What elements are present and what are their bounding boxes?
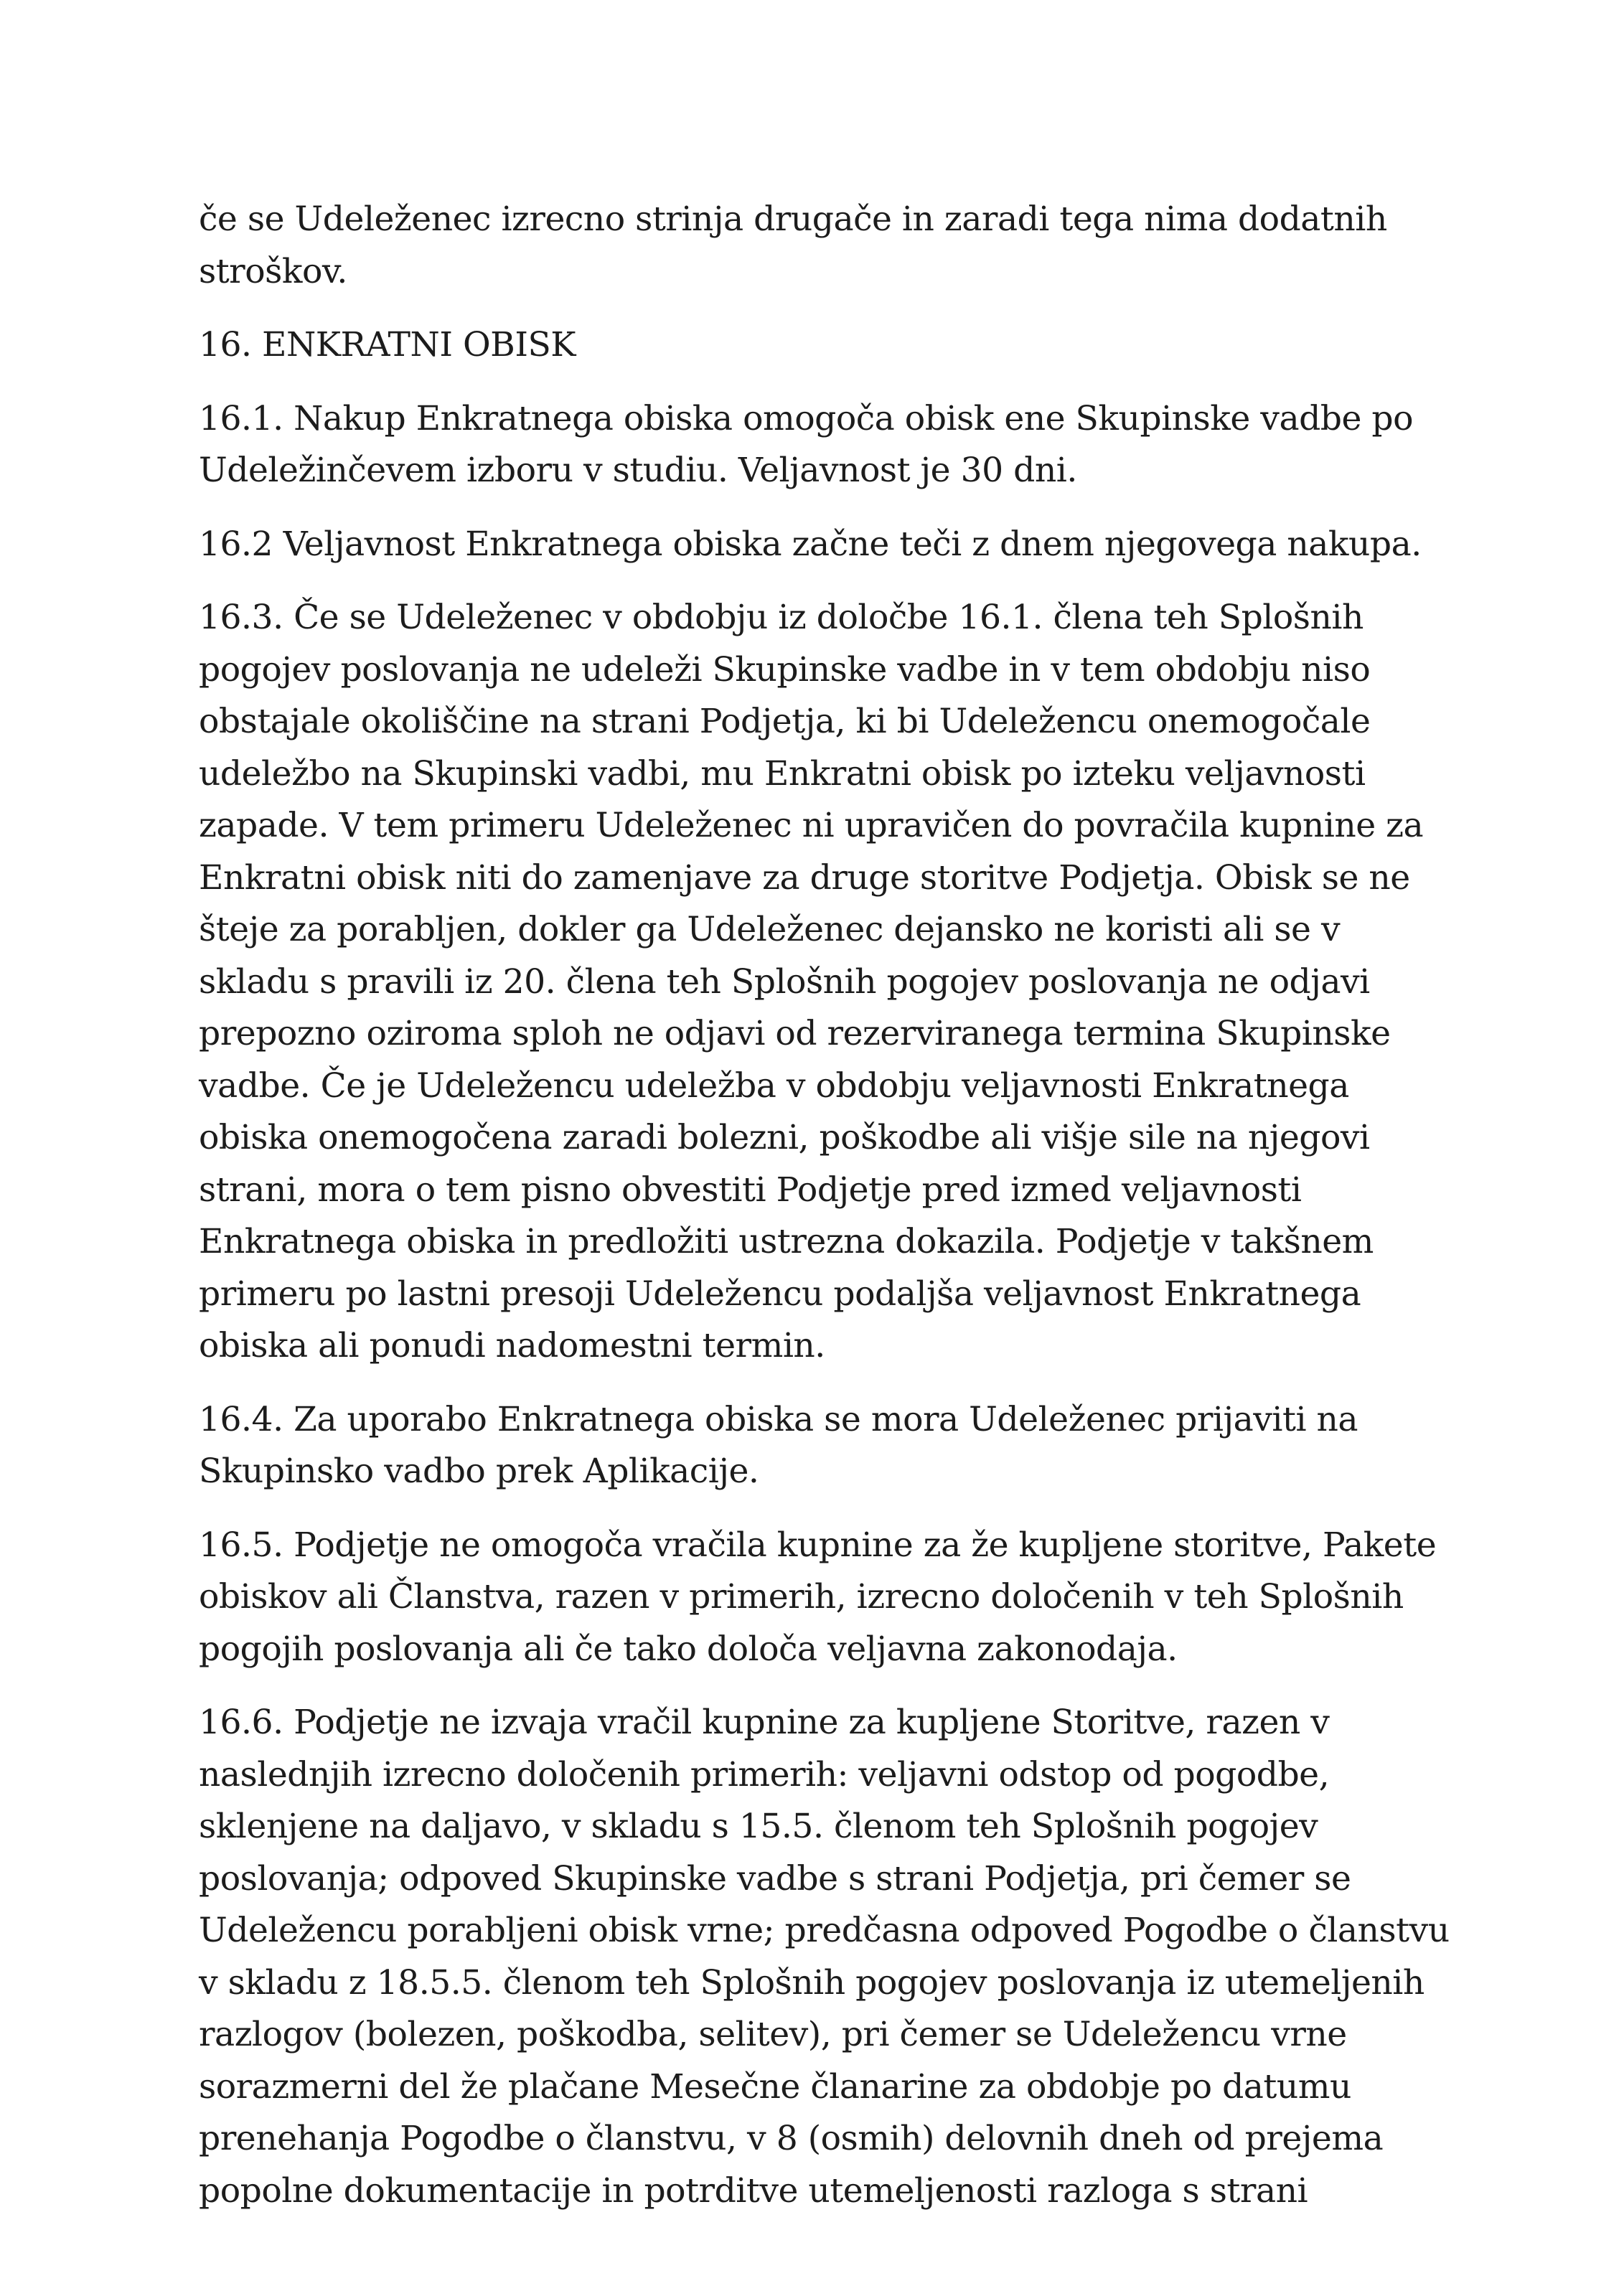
paragraph-16-6: 16.6. Podjetje ne izvaja vračil kupnine za kupljene Storitve, razen v naslednjih izrecno določenih primerih: veljavni odstop od pogodbe, sklenjene na daljavo, v skladu s 15.5. členom teh Splošnih pogojev poslovanja; odpoved Skupinske vadbe s strani Podjetja, pri čemer se Udeležencu porabljeni obisk vrne; predčasna odpoved Pogodbe o članstvu v skladu z 18.5.5. členom teh Splošnih pogojev poslovanja iz utemeljenih razlogov (bolezen, poškodba, selitev), pri čemer se Udeležencu vrne sorazmerni del že plačane Mesečne članarine za obdobje po datumu prenehanja Pogodbe o članstvu, v 8 (osmih) delovnih dneh od prejema popolne dokumentacije in potrditve utemeljenosti razloga s strani — [199, 1703, 1450, 2211]
section-heading: 16. ENKRATNI OBISK — [199, 325, 576, 364]
paragraph-16-5: 16.5. Podjetje ne omogoča vračila kupnine za že kupljene storitve, Pakete obiskov ali Članstva, razen v primerih, izrecno določenih v teh Splošnih pogojih poslovanja ali če tako določa veljavna zakonodaja. — [199, 1525, 1437, 1669]
paragraph-16-2: 16.2 Veljavnost Enkratnega obiska začne teči z dnem njegovega nakupa. — [199, 524, 1422, 564]
paragraph-continuation: če se Udeleženec izrecno strinja drugače in zaradi tega nima dodatnih stroškov. — [199, 199, 1387, 291]
document-body — [199, 194, 1455, 2239]
paragraph-16-4: 16.4. Za uporabo Enkratnega obiska se mora Udeleženec prijaviti na Skupinsko vadbo prek Aplikacije. — [199, 1399, 1358, 1491]
paragraph-16-1: 16.1. Nakup Enkratnega obiska omogoča obisk ene Skupinske vadbe po Udeležinčevem izboru v studiu. Veljavnost je 30 dni. — [199, 398, 1414, 490]
paragraph-16-3: 16.3. Če se Udeleženec v obdobju iz določbe 16.1. člena teh Splošnih pogojev poslovanja ne udeleži Skupinske vadbe in v tem obdobju niso obstajale okoliščine na strani Podjetja, ki bi Udeležencu onemogočale udeležbo na Skupinski vadbi, mu Enkratni obisk po izteku veljavnosti zapade. V tem primeru Udeleženec ni upravičen do povračila kupnine za Enkratni obisk niti do zamenjave za druge storitve Podjetja. Obisk se ne šteje za porabljen, dokler ga Udeleženec dejansko ne koristi ali se v skladu s pravili iz 20. člena teh Splošnih pogojev poslovanja ne odjavi prepozno oziroma sploh ne odjavi od rezerviranega termina Skupinske vadbe. Če je Udeležencu udeležba v obdobju veljavnosti Enkratnega obiska onemogočena zaradi bolezni, poškodbe ali višje sile na njegovi strani, mora o tem pisno obvestiti Podjetje pred izmed veljavnosti Enkratnega obiska in predložiti ustrezna dokazila. Podjetje v takšnem primeru po lastni presoji Udeležencu podaljša veljavnost Enkratnega obiska ali ponudi nadomestni termin. — [199, 598, 1424, 1365]
